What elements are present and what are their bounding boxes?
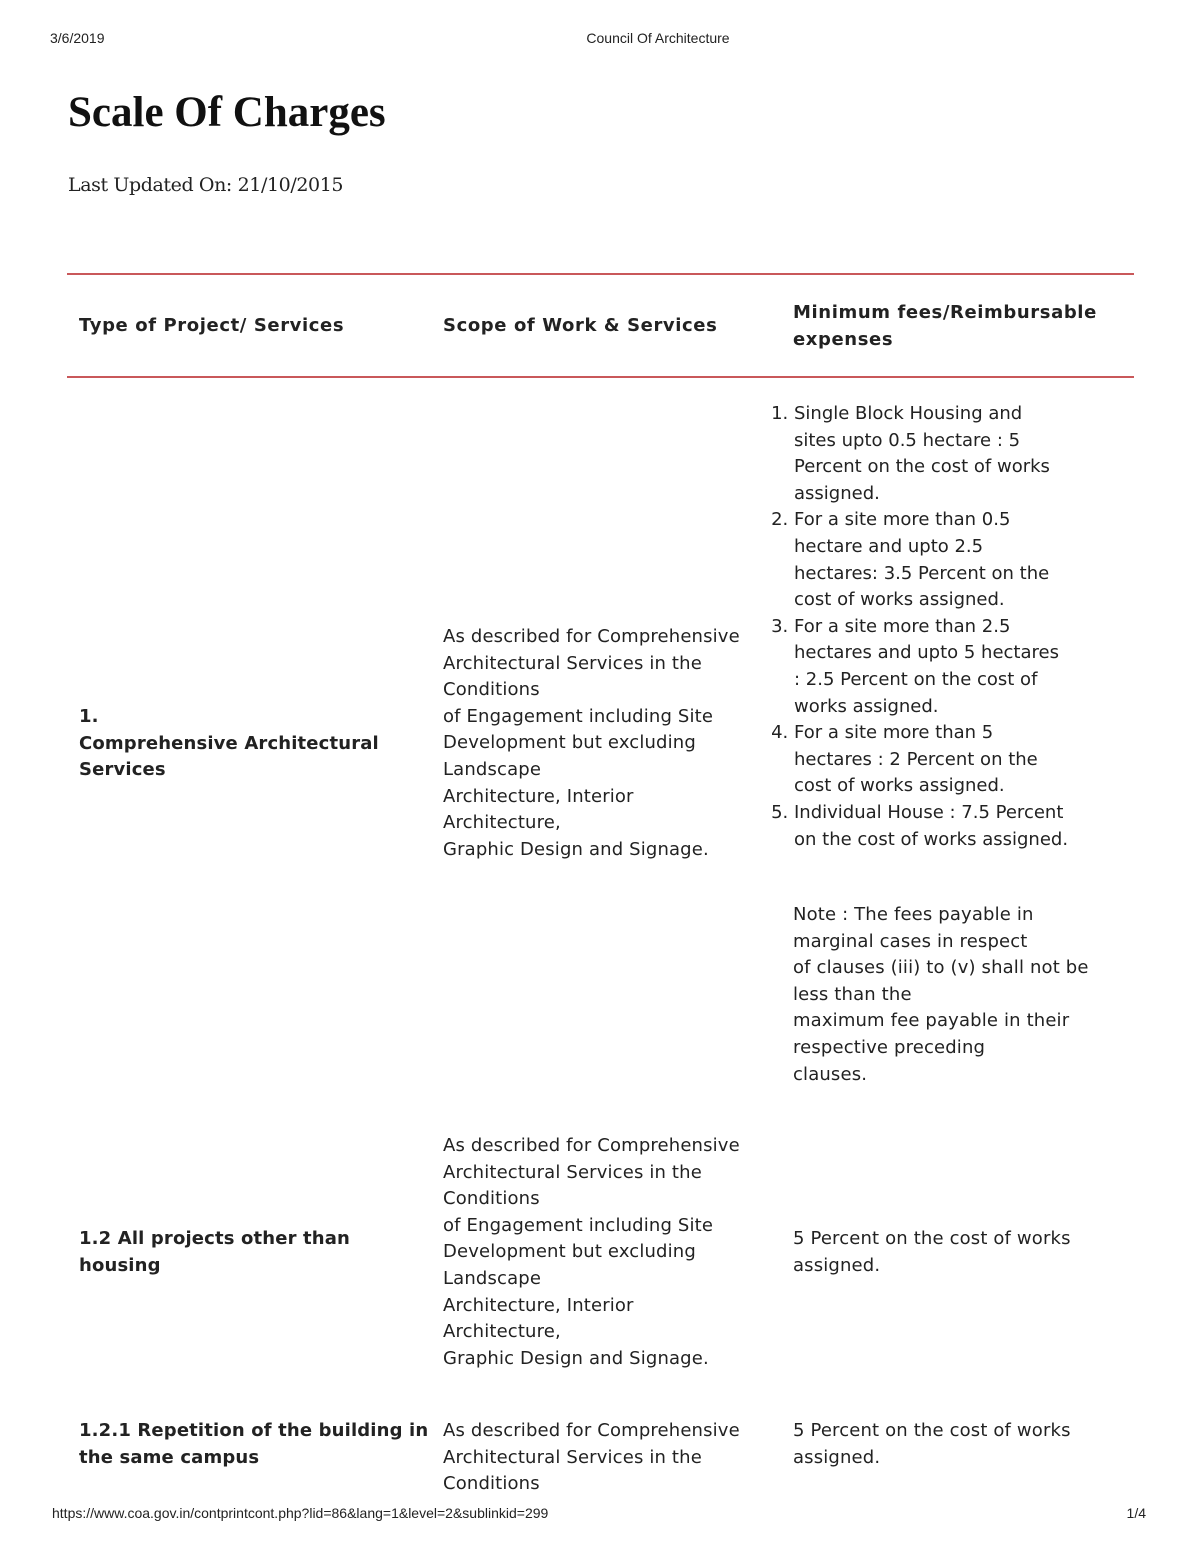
fee-item: 2. For a site more than 0.5 hectare and upto 2.5 hectares: 3.5 Percent on the cost of works assigned. bbox=[794, 507, 1134, 613]
note-line: marginal cases in respect bbox=[793, 930, 1028, 952]
scope-line: As described for Comprehensive bbox=[443, 626, 740, 647]
row2-scope bbox=[443, 1133, 778, 1372]
scope-line: Graphic Design and Signage. bbox=[443, 838, 709, 860]
scope-line: Conditions bbox=[443, 1188, 540, 1210]
scope-line: Development but excluding bbox=[443, 1241, 696, 1263]
scope-line: Development but excluding bbox=[443, 732, 696, 754]
row1-type bbox=[79, 704, 431, 784]
note-line: respective preceding bbox=[793, 1036, 986, 1058]
note-line: maximum fee payable in their bbox=[793, 1010, 1070, 1032]
scope-line: Architectural Services in the bbox=[443, 1446, 702, 1468]
print-date: 3/6/2019 bbox=[50, 30, 105, 46]
print-header bbox=[0, 30, 1200, 50]
note-line: clauses. bbox=[793, 1063, 868, 1085]
scope-line: Conditions bbox=[443, 679, 540, 701]
fee-item: 5. Individual House : 7.5 Percent on the cost of works assigned. bbox=[794, 800, 1134, 853]
row1-fee-list bbox=[734, 401, 1134, 853]
scope-line: As described for Comprehensive bbox=[443, 1135, 740, 1156]
row1-scope bbox=[443, 624, 778, 863]
last-updated: Last Updated On: 21/10/2015 bbox=[68, 174, 344, 196]
fee-item: 1. Single Block Housing and sites upto 0.5 hectare : 5 Percent on the cost of works assigned. bbox=[794, 401, 1134, 507]
scope-line: Architecture, bbox=[443, 812, 561, 834]
scope-line: Landscape bbox=[443, 1267, 542, 1289]
print-site-title: Council Of Architecture bbox=[586, 30, 730, 46]
row1-type-number: 1. bbox=[79, 706, 99, 727]
fee-item: 3. For a site more than 2.5 hectares and upto 5 hectares : 2.5 Percent on the cost of works assigned. bbox=[794, 614, 1134, 720]
scope-line: Architectural Services in the bbox=[443, 1161, 702, 1183]
fee-item: 4. For a site more than 5 hectares : 2 Percent on the cost of works assigned. bbox=[794, 720, 1134, 800]
page-title: Scale Of Charges bbox=[68, 89, 386, 136]
note-line: of clauses (iii) to (v) shall not be bbox=[793, 957, 1089, 979]
print-footer bbox=[0, 1505, 1200, 1525]
scope-line: of Engagement including Site bbox=[443, 705, 714, 727]
table-top-rule bbox=[67, 273, 1134, 275]
scope-line: Conditions bbox=[443, 1473, 540, 1495]
scope-line: Architecture, Interior bbox=[443, 785, 634, 807]
header-fees: Minimum fees/Reimbursable expenses bbox=[793, 302, 1097, 350]
row1-note bbox=[793, 902, 1133, 1088]
scope-line: Landscape bbox=[443, 758, 542, 780]
scope-line: Architecture, Interior bbox=[443, 1294, 634, 1316]
print-url: https://www.coa.gov.in/contprintcont.php?lid=86&lang=1&level=2&sublinkid=299 bbox=[52, 1505, 549, 1521]
scope-line: Architecture, bbox=[443, 1321, 561, 1343]
scope-line: Graphic Design and Signage. bbox=[443, 1347, 709, 1369]
print-page-number: 1/4 bbox=[1126, 1505, 1146, 1521]
note-line: Note : The fees payable in bbox=[793, 904, 1034, 925]
row3-type: 1.2.1 Repetition of the building in the same campus bbox=[79, 1420, 429, 1468]
row2-type: 1.2 All projects other than housing bbox=[79, 1228, 351, 1276]
scope-line: of Engagement including Site bbox=[443, 1214, 714, 1236]
scope-line: As described for Comprehensive bbox=[443, 1420, 740, 1441]
header-type: Type of Project/ Services bbox=[79, 315, 345, 336]
row1-type-label: Comprehensive Architectural Services bbox=[79, 732, 379, 781]
table-header-rule bbox=[67, 376, 1134, 378]
note-line: less than the bbox=[793, 983, 912, 1005]
row2-fee: 5 Percent on the cost of works assigned. bbox=[793, 1228, 1071, 1276]
scope-line: Architectural Services in the bbox=[443, 652, 702, 674]
row3-fee: 5 Percent on the cost of works assigned. bbox=[793, 1420, 1071, 1468]
header-scope: Scope of Work & Services bbox=[443, 315, 718, 336]
row3-scope bbox=[443, 1418, 778, 1498]
